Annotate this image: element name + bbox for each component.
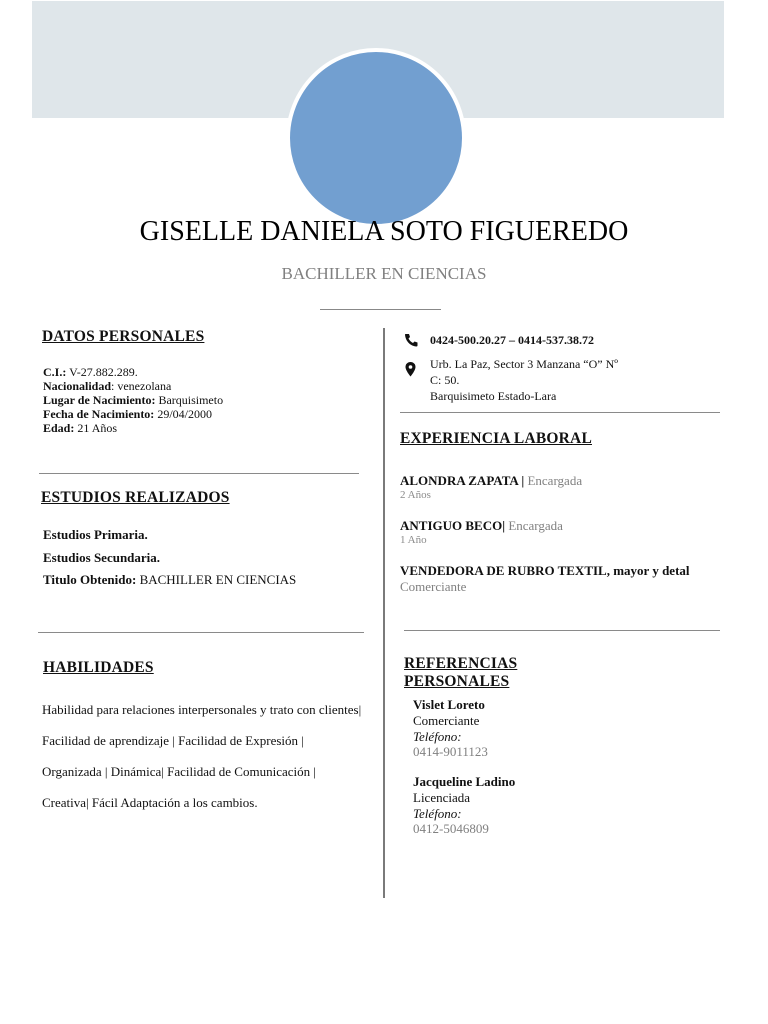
job-role: Comerciante — [400, 579, 467, 594]
birthplace-row — [43, 393, 223, 407]
reference-phone-label: Teléfono: — [413, 728, 462, 744]
reference-name: Vislet Loreto — [413, 697, 485, 712]
studies-degree-row — [43, 569, 296, 592]
reference-occupation: Licenciada — [413, 790, 471, 805]
column-divider — [383, 328, 385, 898]
reference-entry — [413, 697, 488, 760]
job-title-row — [400, 518, 563, 534]
phone-numbers: 0424-500.20.27 – 0414-537.38.72 — [430, 333, 594, 347]
skills-heading: HABILIDADES — [43, 659, 154, 676]
address-line-3: Barquisimeto Estado-Lara — [430, 389, 557, 403]
job-duration: 1 Año — [400, 534, 427, 546]
nationality-label: Nacionalidad — [43, 379, 112, 393]
section-divider — [39, 473, 359, 474]
address-block — [430, 356, 618, 404]
job-entry — [400, 563, 690, 595]
ci-value: V-27.882.289. — [66, 365, 138, 379]
job-entry — [400, 473, 582, 501]
ci-row — [43, 365, 223, 379]
studies-heading: ESTUDIOS REALIZADOS — [41, 489, 230, 506]
experience-heading: EXPERIENCIA LABORAL — [400, 430, 592, 447]
personal-data-heading: DATOS PERSONALES — [42, 328, 205, 345]
studies-block — [43, 524, 296, 592]
job-company: ALONDRA ZAPATA | — [400, 473, 525, 488]
age-label: Edad: — [43, 421, 75, 435]
studies-primary: Estudios Primaria. — [43, 527, 148, 542]
reference-phone-label: Teléfono: — [413, 805, 462, 821]
birthplace-label: Lugar de Nacimiento: — [43, 393, 156, 407]
section-divider — [38, 632, 364, 633]
birthdate-row — [43, 407, 223, 421]
section-divider — [400, 412, 720, 413]
address-line-1: Urb. La Paz, Sector 3 Manzana “O” Nº — [430, 357, 618, 371]
job-entry — [400, 518, 563, 546]
degree-value: BACHILLER EN CIENCIAS — [136, 572, 297, 587]
birthplace-value: Barquisimeto — [155, 393, 224, 407]
reference-name: Jacqueline Ladino — [413, 774, 516, 789]
reference-occupation: Comerciante — [413, 713, 480, 728]
job-company: VENDEDORA DE RUBRO TEXTIL, mayor y detal — [400, 563, 690, 578]
references-heading: REFERENCIAS PERSONALES — [404, 655, 518, 690]
birthdate-value: 29/04/2000 — [154, 407, 212, 421]
nationality-row — [43, 379, 223, 393]
location-pin-icon — [405, 362, 416, 377]
address-line-2: C: 50. — [430, 373, 460, 387]
full-name: GISELLE DANIELA SOTO FIGUEREDO — [139, 216, 629, 247]
professional-title: BACHILLER EN CIENCIAS — [281, 264, 487, 283]
avatar — [286, 48, 466, 228]
skills-text: Habilidad para relaciones interpersonales y trato con clientes| Facilidad de aprendizaje | Facilidad de Expresión | Organizada | Dinámica| Facilidad de Comunicación | Creativa| Fácil Adaptación a los cambios. — [42, 702, 362, 810]
birthdate-label: Fecha de Nacimiento: — [43, 407, 155, 421]
age-row — [43, 421, 223, 435]
job-role: Encargada — [505, 518, 563, 533]
reference-phone: 0412-5046809 — [413, 821, 489, 836]
degree-label: Titulo Obtenido: — [43, 572, 137, 587]
studies-secondary: Estudios Secundaria. — [43, 549, 161, 565]
section-divider — [404, 630, 720, 631]
job-duration: 2 Años — [400, 489, 431, 501]
nationality-value: : venezolana — [111, 379, 172, 393]
job-title-row — [400, 473, 582, 489]
ci-label: C.I.: — [43, 365, 67, 379]
title-divider — [320, 309, 441, 310]
job-company: ANTIGUO BECO| — [400, 518, 506, 533]
phone-icon — [403, 333, 419, 347]
job-role: Encargada — [524, 473, 583, 488]
reference-phone: 0414-9011123 — [413, 744, 488, 759]
personal-data-block — [43, 365, 223, 435]
reference-entry — [413, 774, 515, 837]
age-value: 21 Años — [74, 421, 118, 435]
